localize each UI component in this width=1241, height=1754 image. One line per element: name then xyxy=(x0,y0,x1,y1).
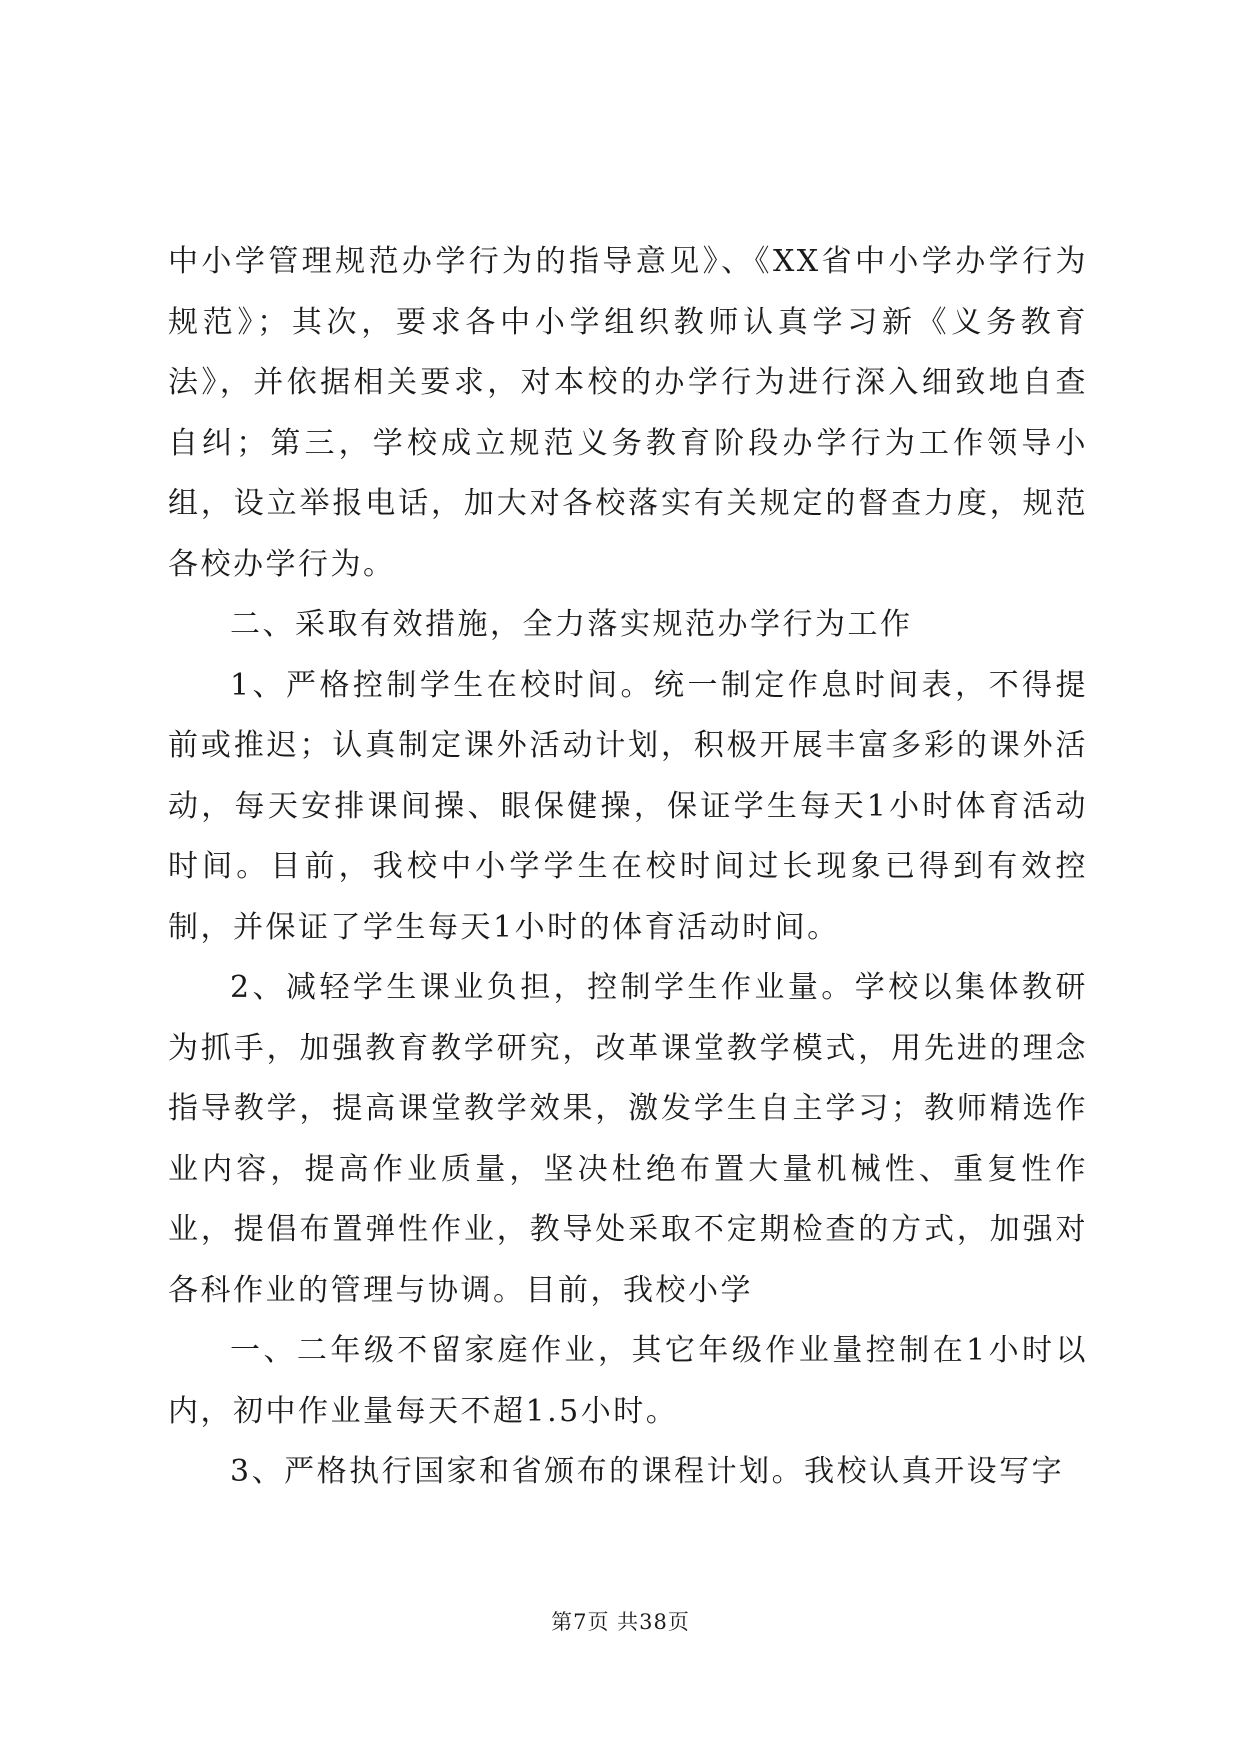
body-text xyxy=(168,232,1088,1503)
paragraph-continuation: 中小学管理规范办学行为的指导意见》、《XX省中小学办学行为规范》；其次，要求各中小学组织教师认真学习新《义务教育法》，并依据相关要求，对本校的办学行为进行深入细致地自查自纠；第三，学校成立规范义务教育阶段办学行为工作领导小组，设立举报电话，加大对各校落实有关规定的督查力度，规范各校办学行为。 xyxy=(168,244,1088,582)
page-footer: 第7页 共38页 xyxy=(551,1610,690,1634)
paragraph-grade-homework: 一、二年级不留家庭作业，其它年级作业量控制在1小时以内，初中作业量每天不超1.5小时。 xyxy=(168,1333,1088,1429)
paragraph-item-3: 3、严格执行国家和省颁布的课程计划。我校认真开设写字 xyxy=(230,1454,1065,1489)
paragraph-item-2: 2、减轻学生课业负担，控制学生作业量。学校以集体教研为抓手，加强教育教学研究，改革课堂教学模式，用先进的理念指导教学，提高课堂教学效果，激发学生自主学习；教师精选作业内容，提高作业质量，坚决杜绝布置大量机械性、重复性作业，提倡布置弹性作业，教导处采取不定期检查的方式，加强对各科作业的管理与协调。目前，我校小学 xyxy=(168,970,1088,1308)
section-heading: 二、采取有效措施，全力落实规范办学行为工作 xyxy=(230,607,913,642)
paragraph-item-1: 1、严格控制学生在校时间。统一制定作息时间表，不得提前或推迟；认真制定课外活动计划，积极开展丰富多彩的课外活动，每天安排课间操、眼保健操，保证学生每天1小时体育活动时间。目前，我校中小学学生在校时间过长现象已得到有效控制，并保证了学生每天1小时的体育活动时间。 xyxy=(168,667,1088,945)
